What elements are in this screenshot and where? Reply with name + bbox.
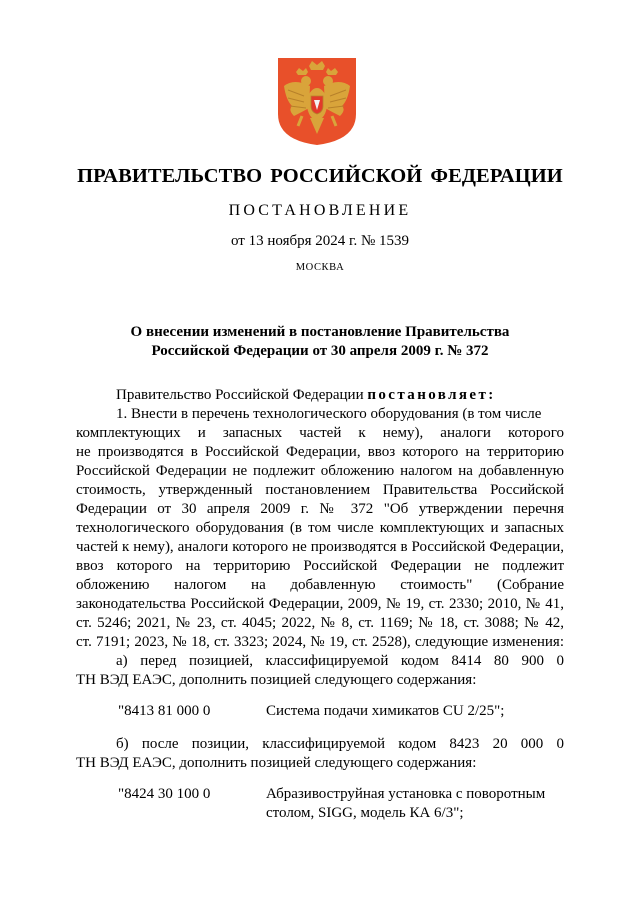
subitem-a xyxy=(76,652,564,721)
city: МОСКВА xyxy=(295,262,345,273)
item-1-line: обложению налогом на добавленную стоимость" (Собрание xyxy=(76,577,564,593)
item-1-line: ст. 5246; 2021, № 23, ст. 4045; 2022, № 8, ст. 1169; № 18, ст. 3088; № 42, xyxy=(76,615,564,631)
resolves-prefix: Правительство Российской Федерации xyxy=(116,387,364,403)
org-part-2: РОССИЙСКОЙ xyxy=(270,165,423,187)
position-row-b xyxy=(76,785,564,825)
item-1-line: законодательства Российской Федерации, 2009, № 19, ст. 2330; 2010, № 41, xyxy=(76,596,564,612)
item-1-paragraph xyxy=(76,405,564,652)
position-code: "8424 30 100 0 xyxy=(118,786,211,802)
subitem-b-line-1: б) после позиции, классифицируемой кодом 8423 20 000 0 xyxy=(116,736,564,752)
title-line-1: О внесении изменений в постановление Правительства xyxy=(130,324,510,340)
resolves-word: постановляет: xyxy=(367,387,496,403)
position-code: "8413 81 000 0 xyxy=(118,703,211,719)
item-1-line: стоимость, утвержденный постановлением Правительства Российской xyxy=(76,482,564,498)
item-1-line: комплектующих и запасных частей к нему), аналоги которого xyxy=(76,425,564,441)
item-1-line: ст. 7191; 2023, № 18, ст. 3323; 2024, № 19, ст. 2528), следующие изменения: xyxy=(76,634,564,650)
item-1-line: частей к нему), аналоги которого не производятся в Российской Федерации, xyxy=(76,539,564,555)
document-type: ПОСТАНОВЛЕНИЕ xyxy=(228,202,412,219)
subitem-a-line-2: ТН ВЭД ЕАЭС, дополнить позицией следующего содержания: xyxy=(76,672,477,688)
coat-of-arms-icon xyxy=(276,56,358,146)
item-1-line: 1. Внести в перечень технологического оборудования (в том числе xyxy=(116,406,542,422)
position-row-a xyxy=(76,702,564,721)
position-description: Абразивоструйная установка с поворотным столом, SIGG, модель КА 6/3"; xyxy=(266,786,546,821)
title-line-2: Российской Федерации от 30 апреля 2009 г. № 372 xyxy=(151,343,489,359)
org-part-1: ПРАВИТЕЛЬСТВО xyxy=(77,165,263,187)
org-part-3: ФЕДЕРАЦИИ xyxy=(430,165,563,187)
resolves-paragraph xyxy=(76,386,564,405)
item-1-line: не производятся в Российской Федерации, ввоз которого на территорию xyxy=(76,444,564,460)
position-description: Система подачи химикатов CU 2/25"; xyxy=(266,703,505,719)
subitem-b-line-2: ТН ВЭД ЕАЭС, дополнить позицией следующего содержания: xyxy=(76,755,477,771)
subitem-a-line-1: а) перед позицией, классифицируемой кодом 8414 80 900 0 xyxy=(116,653,564,669)
subitem-b xyxy=(76,735,564,825)
item-1-line: ввоз которого на территорию Российской Федерации не подлежит xyxy=(76,558,564,574)
document-body xyxy=(76,386,564,825)
item-1-line: Федерации от 30 апреля 2009 г. № 372 "Об утверждении перечня xyxy=(76,501,564,517)
document-date-number: от 13 ноября 2024 г. № 1539 xyxy=(230,233,410,249)
item-1-line: Российской Федерации не подлежит обложению налогом на добавленную xyxy=(76,463,564,479)
document-title xyxy=(0,323,640,361)
item-1-line: технологического оборудования (в том числе комплектующих и запасных xyxy=(76,520,564,536)
organization-name xyxy=(0,165,640,188)
